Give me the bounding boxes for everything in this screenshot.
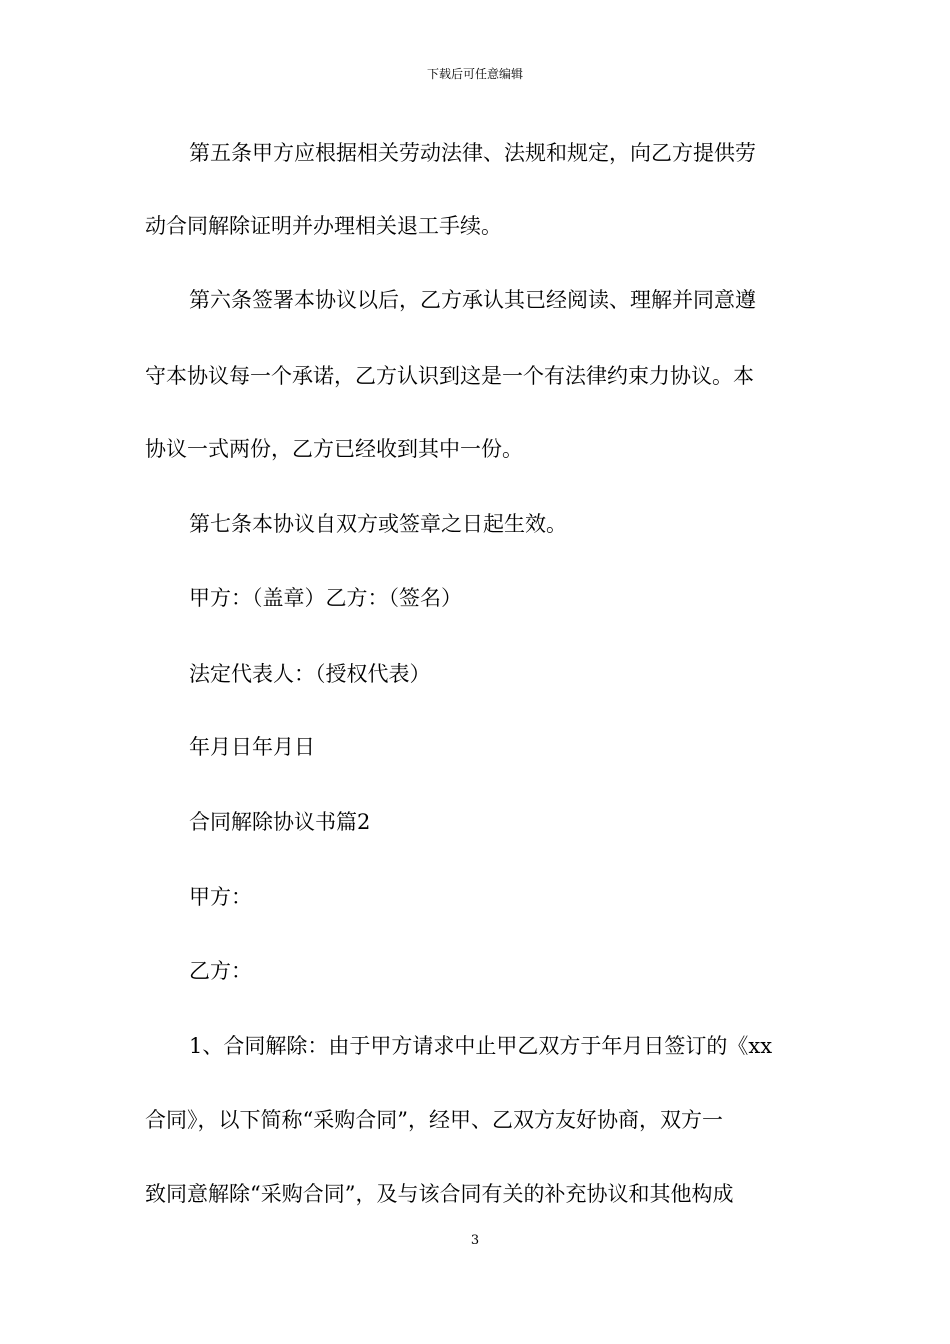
- party-b-label: 乙方：: [189, 959, 252, 983]
- signature-parties-line: 甲方：（盖章）乙方：（签名）: [189, 586, 462, 610]
- article-6-line-2: 守本协议每一个承诺，乙方认识到这是一个有法律约束力协议。本: [145, 364, 754, 388]
- date-line: 年月日年月日: [189, 735, 315, 759]
- section-title: 合同解除协议书篇2: [189, 810, 371, 834]
- article-6-line-1: 第六条签署本协议以后，乙方承认其已经阅读、理解并同意遵: [189, 288, 756, 312]
- legal-representative-line: 法定代表人：（授权代表）: [189, 662, 431, 686]
- clause-1-line-1: 1、合同解除：由于甲方请求中止甲乙双方于年月日签订的《xx: [189, 1034, 773, 1058]
- clause-1-line-3: 致同意解除“采购合同”，及与该合同有关的补充协议和其他构成: [145, 1182, 734, 1206]
- article-6-line-3: 协议一式两份，乙方已经收到其中一份。: [145, 437, 523, 461]
- party-a-label: 甲方：: [189, 885, 252, 909]
- page-header: 下载后可任意编辑: [426, 67, 523, 81]
- article-5-line-1: 第五条甲方应根据相关劳动法律、法规和规定，向乙方提供劳: [189, 141, 756, 165]
- clause-1-line-2: 合同》，以下简称“采购合同”，经甲、乙双方友好协商，双方一: [145, 1108, 723, 1132]
- page-number: 3: [470, 1233, 480, 1248]
- article-5-line-2: 动合同解除证明并办理相关退工手续。: [145, 214, 502, 238]
- article-7: 第七条本协议自双方或签章之日起生效。: [189, 512, 567, 536]
